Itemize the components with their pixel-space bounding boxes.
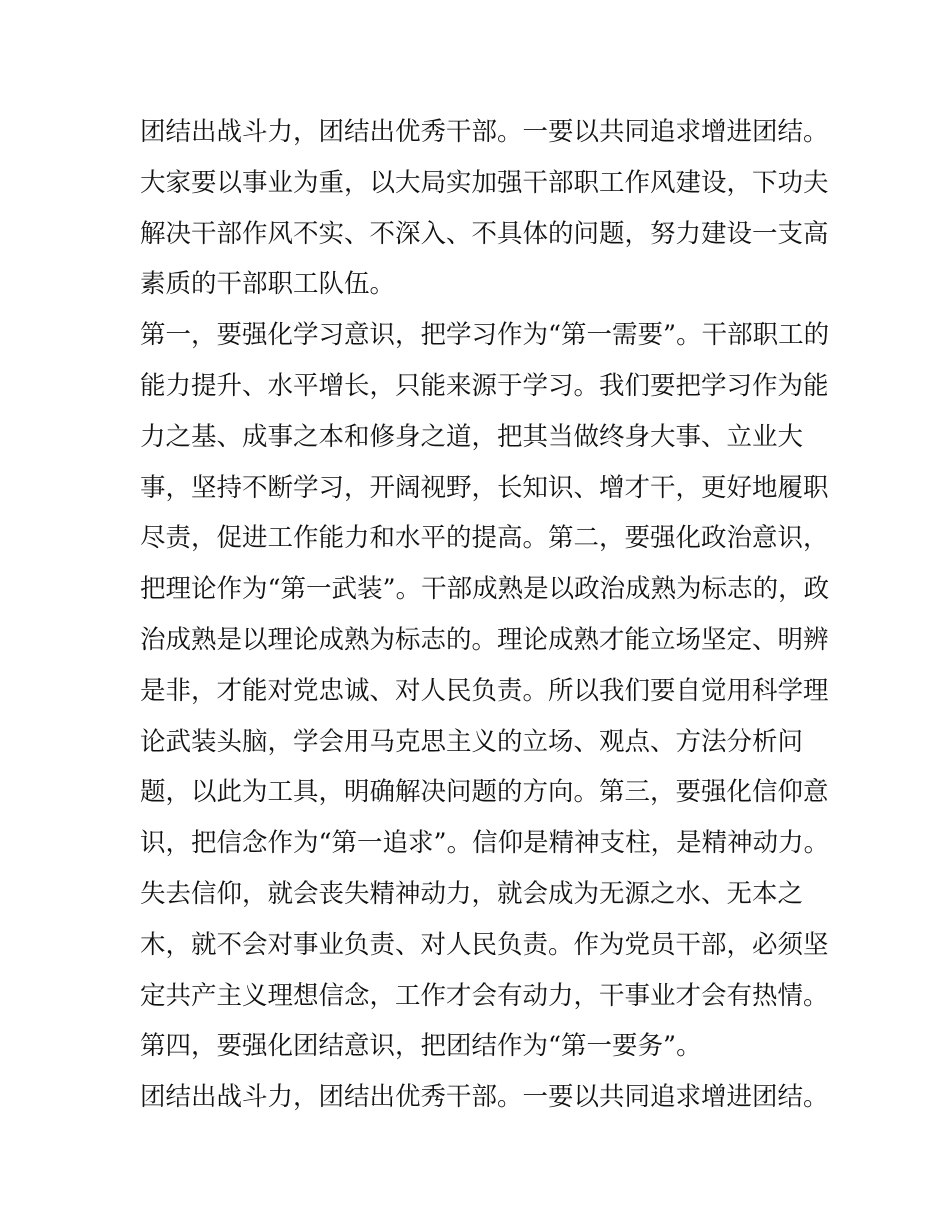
text-line: 素质的干部职工队伍。 <box>140 269 396 300</box>
text-line: 能力提升、水平增长，只能来源于学习。我们要把学习作为能 <box>140 370 829 401</box>
text-line: 题，以此为工具，明确解决问题的方向。第三，要强化信仰意 <box>140 777 829 808</box>
text-line: 治成熟是以理论成熟为标志的。理论成熟才能立场坚定、明辨 <box>140 624 829 655</box>
text-line: 识，把信念作为“第一追求”。信仰是精神支柱，是精神动力。 <box>140 828 830 859</box>
text-line: 力之基、成事之本和修身之道，把其当做终身大事、立业大 <box>140 421 804 452</box>
text-line: 第一，要强化学习意识，把学习作为“第一需要”。干部职工的 <box>140 320 830 351</box>
text-line: 失去信仰，就会丧失精神动力，就会成为无源之水、无本之 <box>140 878 804 909</box>
text-line: 解决干部作风不实、不深入、不具体的问题，努力建设一支高 <box>140 218 829 249</box>
text-line: 论武装头脑，学会用马克思主义的立场、观点、方法分析问 <box>140 726 804 757</box>
text-line: 定共产主义理想信念，工作才会有动力，干事业才会有热情。 <box>140 980 829 1011</box>
text-line: 团结出战斗力，团结出优秀干部。一要以共同追求增进团结。 <box>140 1082 829 1113</box>
document-body <box>140 107 830 1123</box>
text-line: 大家要以事业为重，以大局实加强干部职工作风建设，下功夫 <box>140 167 829 198</box>
text-line: 尽责，促进工作能力和水平的提高。第二，要强化政治意识， <box>140 523 829 554</box>
text-line: 事，坚持不断学习，开阔视野，长知识、增才干，更好地履职 <box>140 472 829 503</box>
text-line: 木，就不会对事业负责、对人民负责。作为党员干部，必须坚 <box>140 929 829 960</box>
text-line: 把理论作为“第一武装”。干部成熟是以政治成熟为标志的，政 <box>140 574 830 605</box>
text-line: 团结出战斗力，团结出优秀干部。一要以共同追求增进团结。 <box>140 117 829 147</box>
text-line: 是非，才能对党忠诚、对人民负责。所以我们要自觉用科学理 <box>140 675 829 706</box>
text-line: 第四，要强化团结意识，把团结作为“第一要务”。 <box>140 1031 702 1062</box>
